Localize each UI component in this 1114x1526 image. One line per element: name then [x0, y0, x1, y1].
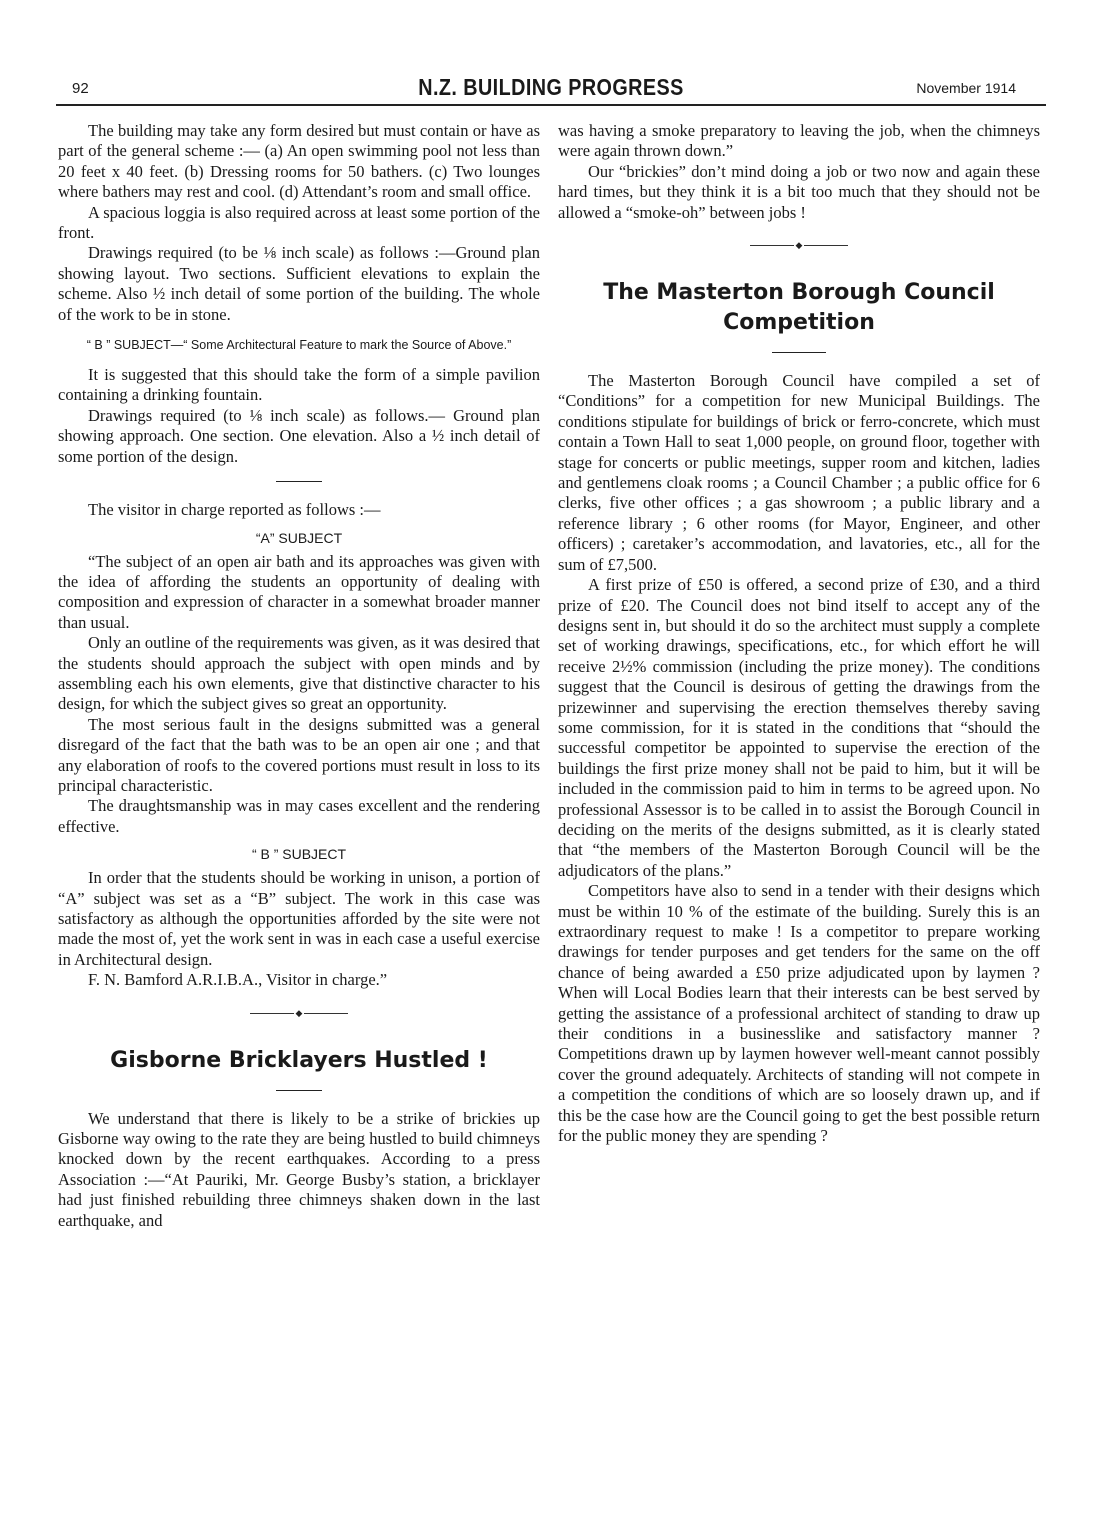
publication-title: N.Z. BUILDING PROGRESS	[418, 74, 684, 100]
paragraph: The draughtsmanship was in may cases excellent and the rendering effective.	[58, 796, 540, 836]
paragraph: A first prize of £50 is offered, a second prize of £30, and a third prize of £20. The Council does not bind itself to accept any of the designs sent in, but should it do so the architect must supply a complete set of working drawings, specifications, etc., for which effort he will receive 2½% commission (including the prize money). The conditions suggest that the Council is desirous of getting the drawings from the prizewinner and supervising the erection themselves thereby saving some commission, for it is stated in the conditions that “should the successful competitor be appointed to supervise the erection of the buildings the first prize money shall not be paid to him, but it will be included in the commission paid to him in terms to be agreed upon. No professional Assessor is to be called in to assist the Borough Council in deciding on the merits of the designs submitted, as it is clearly stated that “the members of the Masterton Borough Council will be the adjudicators of the plans.”	[558, 575, 1040, 880]
ornament-divider	[558, 241, 1040, 250]
paragraph: Our “brickies” don’t mind doing a job or two now and again these hard times, but they think it is a bit too much that they should not be allowed a “smoke-oh” between jobs !	[558, 161, 1040, 222]
paragraph: “The subject of an open air bath and its approaches was given with the idea of affording the students an opportunity of dealing with composition and expression of character in a somewhat broader manner than usual.	[58, 551, 540, 632]
paragraph: Drawings required (to ⅛ inch scale) as follows.— Ground plan showing approach. One section. One elevation. Also a ½ inch detail of some portion of the design.	[58, 405, 540, 466]
diamond-icon: ◆	[795, 240, 803, 251]
ornament-divider	[58, 1009, 540, 1018]
article-title: Gisborne Bricklayers Hustled !	[110, 1047, 488, 1073]
b-subject-subheading: “ B ” SUBJECT	[251, 846, 347, 863]
article-title-line-2: Competition	[723, 310, 875, 336]
paragraph: The most serious fault in the designs submitted was a general disregard of the fact that the bath was to be an open air one ; and that any elaboration of roofs to the covered portions must result in loss to its principal characteristic.	[58, 714, 540, 795]
left-column	[58, 121, 540, 1231]
a-subject-heading: “A” SUBJECT	[255, 529, 343, 546]
paragraph: The Masterton Borough Council have compiled a set of “Conditions” for a competition for new Municipal Buildings. The conditions stipulate for buildings of brick or ferro-concrete, which must contain a Town Hall to seat 1,000 people, on ground floor, together with stage for concerts or public meetings, supper room and kitchen, ladies and gentlemens cloak rooms ; a Council Chamber ; a public office for 6 clerks, five other offices ; a gas showroom ; a public library and a reference library ; 6 other rooms (for Mayor, Engineer, and other officers) ; caretaker’s accommodation, and lavatories, etc., all for the sum of £7,500.	[558, 371, 1040, 574]
signature-line: F. N. Bamford A.R.I.B.A., Visitor in charge.”	[88, 970, 388, 990]
article-title-line-1: The Masterton Borough Council	[603, 280, 995, 306]
section-divider	[276, 481, 322, 482]
paragraph: We understand that there is likely to be a strike of brickies up Gisborne way owing to the rate they are being hustled to build chimneys knocked down by the recent earthquakes. According to a press Association :—“At Pauriki, Mr. George Busby’s station, a bricklayer had just finished rebuilding three chimneys shaken down in the last earthquake, and	[58, 1108, 540, 1230]
paragraph: A spacious loggia is also required across at least some portion of the front.	[58, 202, 540, 243]
paragraph: Competitors have also to send in a tender with their designs which must be within 10 % of the estimate of the building. Surely this is an extraordinary request to make ! Is a competitor to prepare working drawings for tender purposes and get tenders for the same on the off chance of being awarded a £50 prize adjudicated upon by laymen ? When will Local Bodies learn that their interests can be best served by getting the assistance of a professional architect of standing to draw up their conditions in a businesslike and satisfactory manner ? Competitions drawn up by laymen however well-meant cannot possibly cover the ground adequately. Architects of standing will not compete in a competition the conditions of which are so loosely drawn up, and if this be the case how are the Council going to get the best possible return for the public money they are spending ?	[558, 881, 1040, 1146]
right-column	[558, 121, 1040, 1146]
title-rule	[772, 352, 826, 353]
paragraph: It is suggested that this should take the form of a simple pavilion containing a drinking fountain.	[58, 365, 540, 405]
page-header	[56, 74, 1046, 106]
diamond-icon: ◆	[295, 1007, 303, 1018]
b-subject-heading: “ B ” SUBJECT—“ Some Architectural Feature to mark the Source of Above.”	[86, 338, 512, 353]
paragraph: was having a smoke preparatory to leaving the job, when the chimneys were again thrown down.”	[558, 121, 1040, 161]
page-number: 92	[72, 80, 89, 97]
paragraph: The visitor in charge reported as follows :—	[88, 500, 381, 520]
title-rule	[276, 1090, 322, 1091]
paragraph: Drawings required (to be ⅛ inch scale) as follows :—Ground plan showing layout. Two sections. Sufficient elevations to explain the scheme. Also ½ inch detail of some portion of the building. The whole of the work to be in stone.	[58, 243, 540, 324]
paragraph: In order that the students should be working in unison, a portion of “A” subject was set as a “B” subject. The work in this case was satisfactory as although the opportunities afforded by the site were not made the most of, yet the work sent in was in each case a useful exercise in Architectural design.	[58, 868, 540, 969]
paragraph: The building may take any form desired but must contain or have as part of the general scheme :— (a) An open swimming pool not less than 20 feet x 40 feet. (b) Dressing rooms for 50 bathers. (c) Two lounges where bathers may rest and cool. (d) Attendant’s room and small office.	[58, 121, 540, 202]
issue-date: November 1914	[916, 80, 1016, 96]
paragraph: Only an outline of the requirements was given, as it was desired that the students should approach the subject with open minds and by assembling each his own elements, give that distinctive character to his design, for which the subject gives so great an opportunity.	[58, 633, 540, 714]
